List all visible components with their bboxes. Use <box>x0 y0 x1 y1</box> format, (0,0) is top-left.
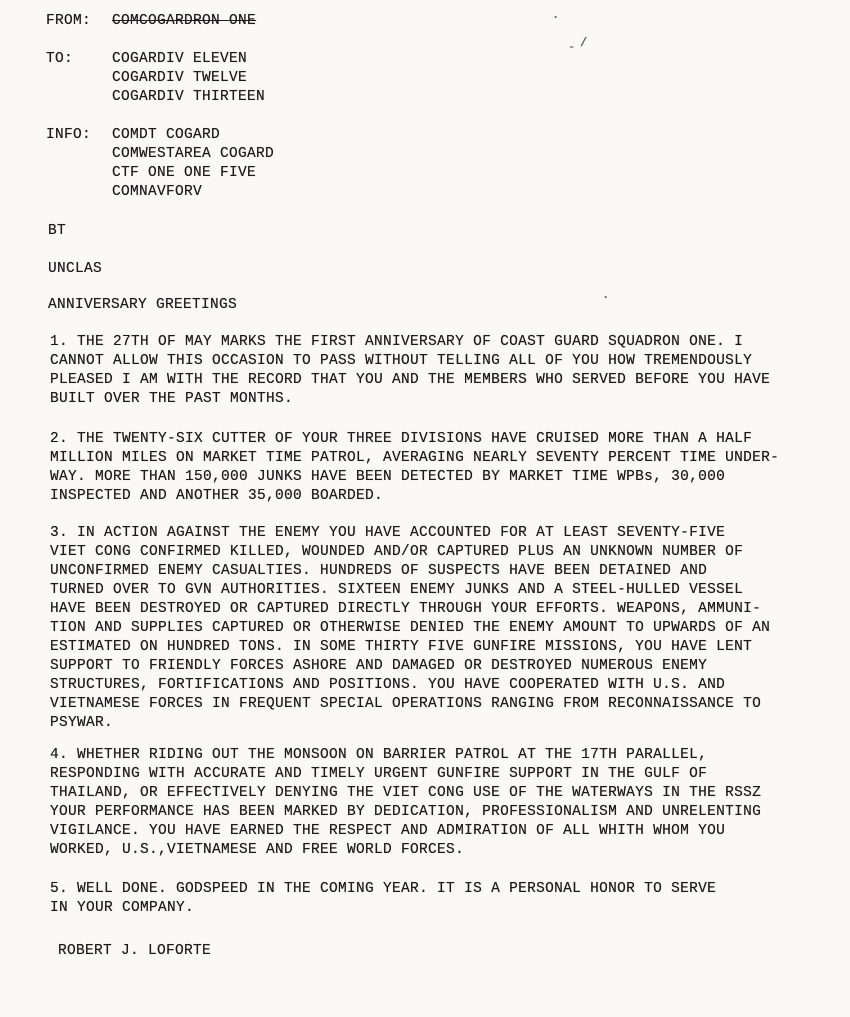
to-block <box>46 50 112 69</box>
text-line: BUILT OVER THE PAST MONTHS. <box>50 391 294 407</box>
from-line <box>46 12 257 31</box>
text-line: 4. WHETHER RIDING OUT THE MONSOON ON BARRIER PATROL AT THE 17TH PARALLEL, <box>50 747 708 763</box>
text-line: IN YOUR COMPANY. <box>50 900 195 916</box>
text-line: THAILAND, OR EFFECTIVELY DENYING THE VIET CONG USE OF THE WATERWAYS IN THE RSSZ <box>50 785 762 801</box>
text-line: SUPPORT TO FRIENDLY FORCES ASHORE AND DAMAGED OR DESTROYED NUMEROUS ENEMY <box>50 658 708 674</box>
scan-speck: . <box>552 8 560 22</box>
from-label: FROM: <box>46 13 92 29</box>
text-line: TURNED OVER TO GVN AUTHORITIES. SIXTEEN ENEMY JUNKS AND A STEEL-HULLED VESSEL <box>50 582 744 598</box>
info-block <box>46 126 112 145</box>
text-line: ESTIMATED ON HUNDRED TONS. IN SOME THIRTY FIVE GUNFIRE MISSIONS, YOU HAVE LENT <box>50 639 753 655</box>
text-line: CANNOT ALLOW THIS OCCASION TO PASS WITHOUT TELLING ALL OF YOU HOW TREMENDOUSLY <box>50 353 753 369</box>
from-value: COMCOGARDRON ONE <box>112 13 257 29</box>
classification: UNCLAS <box>48 261 103 277</box>
info-label: INFO: <box>46 127 92 143</box>
to-label: TO: <box>46 51 74 67</box>
text-line: UNCONFIRMED ENEMY CASUALTIES. HUNDREDS OF SUSPECTS HAVE BEEN DETAINED AND <box>50 563 708 579</box>
paragraph-1 <box>50 333 810 409</box>
text-line: RESPONDING WITH ACCURATE AND TIMELY URGENT GUNFIRE SUPPORT IN THE GULF OF <box>50 766 708 782</box>
text-line: 5. WELL DONE. GODSPEED IN THE COMING YEAR. IT IS A PERSONAL HONOR TO SERVE <box>50 881 717 897</box>
text-line: INSPECTED AND ANOTHER 35,000 BOARDED. <box>50 488 384 504</box>
paragraph-2 <box>50 430 810 506</box>
scan-speck: / <box>580 36 588 50</box>
text-line: PSYWAR. <box>50 715 114 731</box>
text-line: WAY. MORE THAN 150,000 JUNKS HAVE BEEN DETECTED BY MARKET TIME WPBs, 30,000 <box>50 469 726 485</box>
paragraph-5 <box>50 880 810 918</box>
text-line: MILLION MILES ON MARKET TIME PATROL, AVERAGING NEARLY SEVENTY PERCENT TIME UNDER- <box>50 450 780 466</box>
text-line: PLEASED I AM WITH THE RECORD THAT YOU AND THE MEMBERS WHO SERVED BEFORE YOU HAVE <box>50 372 771 388</box>
signature-name: ROBERT J. LOFORTE <box>58 943 212 959</box>
text-line: 1. THE 27TH OF MAY MARKS THE FIRST ANNIVERSARY OF COAST GUARD SQUADRON ONE. I <box>50 334 744 350</box>
scan-speck: . <box>602 288 610 302</box>
text-line: TION AND SUPPLIES CAPTURED OR OTHERWISE DENIED THE ENEMY AMOUNT TO UPWARDS OF AN <box>50 620 771 636</box>
text-line: 3. IN ACTION AGAINST THE ENEMY YOU HAVE ACCOUNTED FOR AT LEAST SEVENTY-FIVE <box>50 525 726 541</box>
subject-line: ANNIVERSARY GREETINGS <box>48 297 238 313</box>
text-line: WORKED, U.S.,VIETNAMESE AND FREE WORLD FORCES. <box>50 842 465 858</box>
break-marker: BT <box>48 223 67 239</box>
teletype-message: FROM: COMCOGARDRON ONE TO: COGARDIV ELEVEN COGARDIV TWELVE COGARDIV THIRTEEN INFO: COMDT COGARD COMWESTAREA COGARD CTF ONE ONE FIVE COMNAVFORV BT UNCLAS ANNIVERSARY GREETINGS 1. THE 27TH OF MAY MARKS THE FIRST ANNIVERSARY OF COAST GUARD SQUADRON ONE. I CANNOT ALLOW THIS OCCASION TO PASS WITHOUT TELLING ALL OF YOU HOW TREMENDOUSLY PLEASED I AM WITH THE RECORD THAT YOU AND THE MEMBERS WHO SERVED BEFORE YOU HAVE BUILT OVER THE PAST MONTHS. 2. THE TWENTY-SIX CUTTER OF YOUR THREE DIVISIONS HAVE CRUISED MORE THAN A HALF MILLION MILES ON MARKET TIME PATROL, AVERAGING NEARLY SEVENTY PERCENT TIME UNDER- WAY. MORE THAN 150,000 JUNKS HAVE BEEN DETECTED BY MARKET TIME WPBs, 30,000 INSPECTED AND ANOTHER 35,000 BOARDED. 3. IN ACTION AGAINST THE ENEMY YOU HAVE ACCOUNTED FOR AT LEAST SEVENTY-FIVE VIET CONG CONFIRMED KILLED, WOUNDED AND/OR CAPTURED PLUS AN UNKNOWN NUMBER OF UNCONFIRMED ENEMY CASUALTIES. HUNDREDS OF SUSPECTS HAVE BEEN DETAINED AND TURNED OVER TO GVN AUTHORITIES. SIXTEEN ENEMY JUNKS AND A STEEL-HULLED VESSEL HAVE BEEN DESTROYED OR CAPTURED DIRECTLY THROUGH YOUR EFFORTS. WEAPONS, AMMUNI- TION AND SUPPLIES CAPTURED OR OTHERWISE DENIED THE ENEMY AMOUNT TO UPWARDS OF AN ESTIMATED ON HUNDRED TONS. IN SOME THIRTY FIVE GUNFIRE MISSIONS, YOU HAVE LENT SUPPORT TO FRIENDLY FORCES ASHORE AND DAMAGED OR DESTROYED NUMEROUS ENEMY STRUCTURES, FORTIFICATIONS AND POSITIONS. YOU HAVE COOPERATED WITH U.S. AND VIETNAMESE FORCES IN FREQUENT SPECIAL OPERATIONS RANGING FROM RECONNAISSANCE TO PSYWAR. 4. WHETHER RIDING OUT THE MONSOON ON BARRIER PATROL AT THE 17TH PARALLEL, RESPONDING WITH ACCURATE AND TIMELY URGENT GUNFIRE SUPPORT IN THE GULF OF THAILAND, OR EFFECTIVELY DENYING THE VIET CONG USE OF THE WATERWAYS IN THE RSSZ YOUR PERFORMANCE HAS BEEN MARKED BY DEDICATION, PROFESSIONALISM AND UNRELENTING VIGILANCE. YOU HAVE EARNED THE RESPECT AND ADMIRATION OF ALL WHITH WHOM YOU WORKED, U.S.,VIETNAMESE AND FREE WORLD FORCES. 5. WELL DONE. GODSPEED IN THE COMING YEAR. IT IS A PERSONAL HONOR TO SERVE IN YOUR COMPANY. ROBERT J. LOFORTE - / . . <box>0 0 850 1017</box>
text-line: VIETNAMESE FORCES IN FREQUENT SPECIAL OPERATIONS RANGING FROM RECONNAISSANCE TO <box>50 696 762 712</box>
text-line: STRUCTURES, FORTIFICATIONS AND POSITIONS. YOU HAVE COOPERATED WITH U.S. AND <box>50 677 726 693</box>
text-line: VIGILANCE. YOU HAVE EARNED THE RESPECT AND ADMIRATION OF ALL WHITH WHOM YOU <box>50 823 726 839</box>
paragraph-3 <box>50 524 810 733</box>
paragraph-4 <box>50 746 810 860</box>
scan-speck: - <box>568 40 576 54</box>
text-line: HAVE BEEN DESTROYED OR CAPTURED DIRECTLY THROUGH YOUR EFFORTS. WEAPONS, AMMUNI- <box>50 601 762 617</box>
text-line: VIET CONG CONFIRMED KILLED, WOUNDED AND/OR CAPTURED PLUS AN UNKNOWN NUMBER OF <box>50 544 744 560</box>
text-line: 2. THE TWENTY-SIX CUTTER OF YOUR THREE DIVISIONS HAVE CRUISED MORE THAN A HALF <box>50 431 753 447</box>
text-line: YOUR PERFORMANCE HAS BEEN MARKED BY DEDICATION, PROFESSIONALISM AND UNRELENTING <box>50 804 762 820</box>
